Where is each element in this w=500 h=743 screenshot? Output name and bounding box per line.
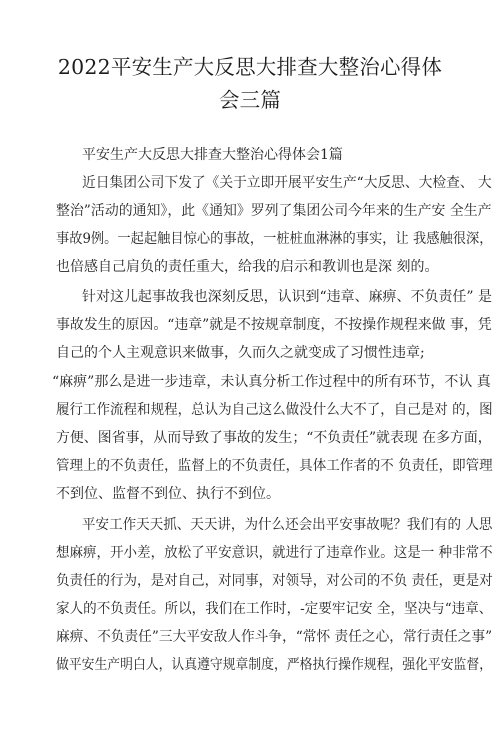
section-heading: 平安生产大反思大排查大整治心得体会1篇 — [82, 147, 343, 163]
body-text-line: 做平安生产明白人，认真遵守规章制度，严格执行操作规程，强化平安监督， — [56, 657, 493, 673]
body-text-line: 不到位、监督不到位、执行不到位。 — [56, 486, 280, 502]
document-title-line-1: 2022平安生产大反思大排查大整治心得体 — [57, 55, 443, 79]
body-text-line: 平安工作天天抓、天天讲，为什么还会出平安事故呢？我们有的 人思 — [82, 517, 493, 533]
body-text-line: 整治”活动的通知》，此《通知》罗列了集团公司今年来的生产安 全生产 — [56, 203, 492, 219]
body-text-line: “麻痹”那么是进一步违章，未认真分析工作过程中的所有环节，不认 真 — [52, 374, 491, 390]
body-text-line: 想麻痹，开小差，放松了平安意识，就进行了违章作业。这是一 种非常不 — [56, 545, 493, 561]
body-text-line: 家人的不负责任。所以，我们在工作时，-定要牢记安 全，坚决与“违章、 — [56, 601, 493, 617]
body-text-line: 方便、图省事，从而导致了事故的发生；“不负责任”就表现 在多方面， — [56, 430, 492, 446]
body-text-line: 自己的个人主观意识来做事，久而久之就变成了习惯性违章; — [56, 345, 425, 361]
body-text-line: 也倍感自己肩负的责任重大，给我的启示和教训也是深 刻的。 — [56, 259, 439, 275]
body-text-line: 近日集团公司下发了《关于立即开展平安生产“大反思、大检查、 大 — [82, 175, 492, 191]
body-text-line: 事故发生的原因。“违章”就是不按规章制度，不按操作规程来做 事，凭 — [56, 317, 492, 333]
body-text-line: 履行工作流程和规程，总认为自己这么做没什么大不了，自己是对 的，图 — [56, 402, 493, 418]
body-text-line: 事故9例。一起起触目惊心的事故，一桩桩血淋淋的事实，让 我感触很深， — [56, 231, 493, 247]
body-text-line: 针对这儿起事故我也深刻反思，认识到“违章、麻痹、不负责任” 是 — [82, 289, 492, 305]
body-text-line: 管理上的不负责任，监督上的不负责任，具体工作者的不 负责任，即管理 — [56, 458, 493, 474]
body-text-line: 麻痹、不负责任”三大平安敌人作斗争，“常怀 责任之心，常行责任之事” — [56, 629, 493, 645]
document-title-line-2: 会三篇 — [218, 88, 282, 112]
body-text-line: 负责任的行为，是对自己，对同事，对领导，对公司的不负 责任，更是对 — [56, 573, 493, 589]
